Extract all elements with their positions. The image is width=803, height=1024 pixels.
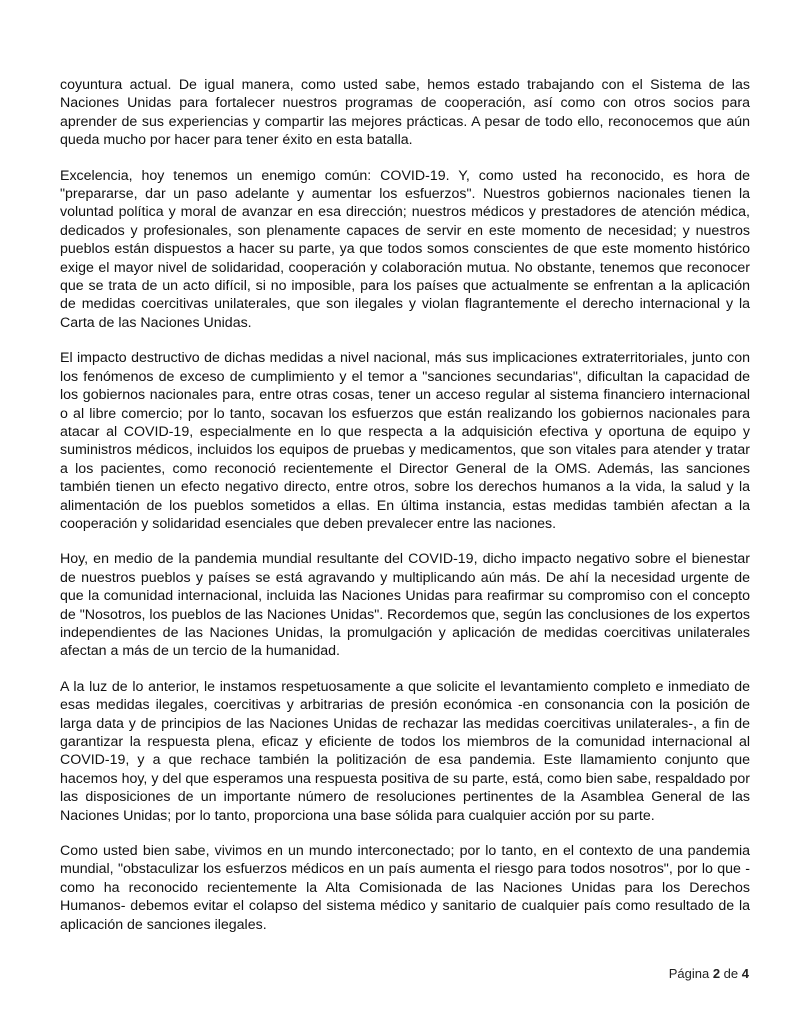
paragraph-3: El impacto destructivo de dichas medidas a nivel nacional, más sus implicaciones extraterritoriales, junto con los fenómenos de exceso de cumplimiento y el temor a "sanciones secundarias", dificultan la capacidad de los gobiernos nacionales para, entre otras cosas, tener un acceso regular al sistema financiero internacional o al libre comercio; por lo tanto, socavan los esfuerzos que están realizando los gobiernos nacionales para atacar al COVID-19, especialmente en lo que respecta a la adquisición efectiva y oportuna de equipo y suministros médicos, incluidos los equipos de pruebas y medicamentos, que son vitales para atender y tratar a los pacientes, como reconoció recientemente el Director General de la OMS. Además, las sanciones también tienen un efecto negativo directo, entre otros, sobre los derechos humanos a la vida, la salud y la alimentación de los pueblos sometidos a ellas. En última instancia, estas medidas también afectan a la cooperación y solidaridad esenciales que deben prevalecer entre las naciones. (60, 350, 750, 532)
paragraph-6: Como usted bien sabe, vivimos en un mundo interconectado; por lo tanto, en el contexto de una pandemia mundial, "obstaculizar los esfuerzos médicos en un país aumenta el riesgo para todos nosotros", por lo que -como ha reconocido recientemente la Alta Comisionada de las Naciones Unidas para los Derechos Humanos- debemos evitar el colapso del sistema médico y sanitario de cualquier país como resultado de la aplicación de sanciones ilegales. (60, 843, 750, 933)
page-label: Página (668, 966, 710, 981)
page-separator: de (723, 966, 739, 981)
letter-body (60, 76, 750, 951)
paragraph-2: Excelencia, hoy tenemos un enemigo común: COVID-19. Y, como usted ha reconocido, es hora de "prepararse, dar un paso adelante y aumentar los esfuerzos". Nuestros gobiernos nacionales tienen la voluntad política y moral de avanzar en esa dirección; nuestros médicos y prestadores de atención médica, dedicados y profesionales, son plenamente capaces de servir en este momento de necesidad; y nuestros pueblos están dispuestos a hacer su parte, ya que todos somos conscientes de que este momento histórico exige el mayor nivel de solidaridad, cooperación y colaboración mutua. No obstante, tenemos que reconocer que se trata de un acto difícil, si no imposible, para los países que actualmente se enfrentan a la aplicación de medidas coercitivas unilaterales, que son ilegales y violan flagrantemente el derecho internacional y la Carta de las Naciones Unidas. (60, 167, 750, 331)
paragraph-1: coyuntura actual. De igual manera, como usted sabe, hemos estado trabajando con el Sistema de las Naciones Unidas para fortalecer nuestros programas de cooperación, así como con otros socios para aprender de sus experiencias y compartir las mejores prácticas. A pesar de todo ello, reconocemos que aún queda mucho por hacer para tener éxito en esta batalla. (60, 77, 750, 149)
paragraph-5: A la luz de lo anterior, le instamos respetuosamente a que solicite el levantamiento completo e inmediato de esas medidas ilegales, coercitivas y arbitrarias de presión económica -en consonancia con la posición de larga data y de principios de las Naciones Unidas de rechazar las medidas coercitivas unilaterales-, a fin de garantizar la respuesta plena, eficaz y eficiente de todos los miembros de la comunidad internacional al COVID-19, y a que rechace también la politización de esa pandemia. Este llamamiento conjunto que hacemos hoy, y del que esperamos una respuesta positiva de su parte, está, como bien sabe, respaldado por las disposiciones de un importante número de resoluciones pertinentes de la Asamblea General de las Naciones Unidas; por lo tanto, proporciona una base sólida para cualquier acción por su parte. (60, 678, 750, 824)
total-pages-number: 4 (741, 966, 749, 981)
paragraph-4: Hoy, en medio de la pandemia mundial resultante del COVID-19, dicho impacto negativo sobre el bienestar de nuestros pueblos y países se está agravando y multiplicando aún más. De ahí la necesidad urgente de que la comunidad internacional, incluida las Naciones Unidas para reafirmar su compromiso con el concepto de "Nosotros, los pueblos de las Naciones Unidas". Recordemos que, según las conclusiones de los expertos independientes de las Naciones Unidas, la promulgación y aplicación de medidas coercitivas unilaterales afectan a más de un tercio de la humanidad. (60, 551, 750, 660)
current-page-number: 2 (712, 966, 721, 981)
page-number-footer (669, 966, 749, 981)
